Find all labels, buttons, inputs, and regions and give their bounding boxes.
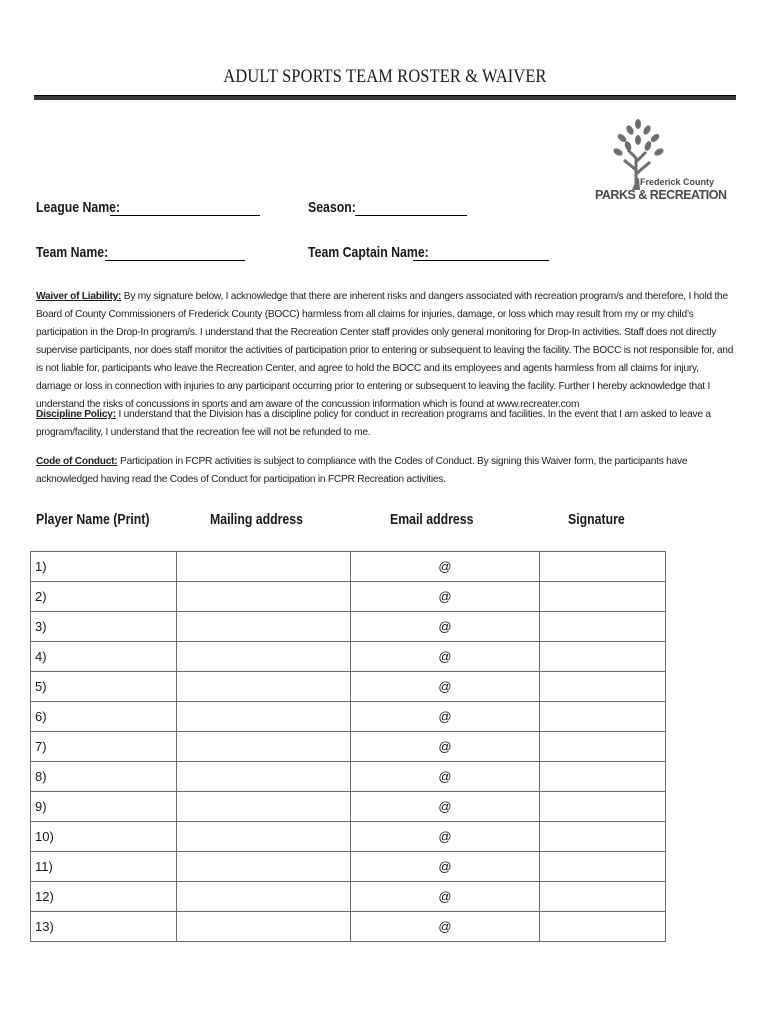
- player-name-cell[interactable]: 11): [31, 852, 177, 882]
- mailing-address-cell[interactable]: [177, 912, 351, 942]
- mailing-address-cell[interactable]: [177, 552, 351, 582]
- player-name-cell[interactable]: 4): [31, 642, 177, 672]
- table-row: [31, 552, 666, 582]
- signature-cell[interactable]: [540, 822, 666, 852]
- team-captain-label: Team Captain Name:: [308, 244, 429, 261]
- signature-cell[interactable]: [540, 642, 666, 672]
- mailing-address-cell[interactable]: [177, 702, 351, 732]
- table-row: [31, 822, 666, 852]
- email-address-cell[interactable]: @: [351, 882, 540, 912]
- season-label: Season:: [308, 199, 356, 216]
- conduct-text: Participation in FCPR activities is subject to compliance with the Codes of Conduct. By signing this Waiver form, the participants have acknowledged having read the Codes of Conduct for participation in FCPR Recreation activities.: [36, 456, 688, 485]
- waiver-paragraph: [36, 288, 736, 414]
- email-address-cell[interactable]: @: [351, 732, 540, 762]
- email-address-cell[interactable]: @: [351, 912, 540, 942]
- email-address-cell[interactable]: @: [351, 672, 540, 702]
- email-address-cell[interactable]: @: [351, 702, 540, 732]
- signature-cell[interactable]: [540, 732, 666, 762]
- email-address-cell[interactable]: @: [351, 822, 540, 852]
- table-row: [31, 852, 666, 882]
- table-row: [31, 912, 666, 942]
- mailing-address-cell[interactable]: [177, 582, 351, 612]
- email-address-cell[interactable]: @: [351, 792, 540, 822]
- table-row: [31, 642, 666, 672]
- player-name-cell[interactable]: 9): [31, 792, 177, 822]
- table-row: [31, 582, 666, 612]
- player-name-cell[interactable]: 12): [31, 882, 177, 912]
- logo-parks-text: PARKS & RECREATION: [595, 188, 727, 202]
- col-email-address: Email address: [390, 511, 474, 528]
- player-name-cell[interactable]: 2): [31, 582, 177, 612]
- signature-cell[interactable]: [540, 582, 666, 612]
- player-name-cell[interactable]: 1): [31, 552, 177, 582]
- conduct-paragraph: [36, 453, 736, 489]
- player-name-cell[interactable]: 10): [31, 822, 177, 852]
- table-row: [31, 732, 666, 762]
- email-address-cell[interactable]: @: [351, 762, 540, 792]
- table-row: [31, 612, 666, 642]
- mailing-address-cell[interactable]: [177, 822, 351, 852]
- player-name-cell[interactable]: 13): [31, 912, 177, 942]
- team-name-field[interactable]: [105, 260, 245, 261]
- table-row: [31, 882, 666, 912]
- discipline-paragraph: [36, 406, 736, 442]
- table-row: [31, 702, 666, 732]
- signature-cell[interactable]: [540, 852, 666, 882]
- mailing-address-cell[interactable]: [177, 882, 351, 912]
- discipline-label: Discipline Policy:: [36, 409, 116, 420]
- title-divider: [34, 95, 736, 100]
- mailing-address-cell[interactable]: [177, 642, 351, 672]
- waiver-label: Waiver of Liability:: [36, 291, 122, 302]
- player-name-cell[interactable]: 8): [31, 762, 177, 792]
- player-name-cell[interactable]: 5): [31, 672, 177, 702]
- mailing-address-cell[interactable]: [177, 852, 351, 882]
- col-mailing-address: Mailing address: [210, 511, 303, 528]
- player-name-cell[interactable]: 7): [31, 732, 177, 762]
- mailing-address-cell[interactable]: [177, 792, 351, 822]
- table-row: [31, 792, 666, 822]
- league-name-label: League Name:: [36, 199, 121, 216]
- signature-cell[interactable]: [540, 552, 666, 582]
- signature-cell[interactable]: [540, 762, 666, 792]
- mailing-address-cell[interactable]: [177, 672, 351, 702]
- signature-cell[interactable]: [540, 912, 666, 942]
- col-player-name: Player Name (Print): [36, 511, 150, 528]
- league-name-field[interactable]: [110, 215, 260, 216]
- signature-cell[interactable]: [540, 702, 666, 732]
- player-name-cell[interactable]: 3): [31, 612, 177, 642]
- conduct-label: Code of Conduct:: [36, 456, 118, 467]
- signature-cell[interactable]: [540, 612, 666, 642]
- col-signature: Signature: [568, 511, 625, 528]
- logo-county-text: Frederick County: [640, 177, 715, 187]
- table-row: [31, 672, 666, 702]
- email-address-cell[interactable]: @: [351, 582, 540, 612]
- email-address-cell[interactable]: @: [351, 852, 540, 882]
- fcpr-logo: [590, 118, 727, 218]
- mailing-address-cell[interactable]: [177, 612, 351, 642]
- mailing-address-cell[interactable]: [177, 762, 351, 792]
- team-captain-field[interactable]: [413, 260, 549, 261]
- discipline-text: I understand that the Division has a discipline policy for conduct in recreation programs and facilities. In the event that I am asked to leave a program/facility, I understand that the recreation fee will not be refunded to me.: [36, 409, 711, 438]
- season-field[interactable]: [355, 215, 467, 216]
- page-title: ADULT SPORTS TEAM ROSTER & WAIVER: [223, 66, 547, 87]
- signature-cell[interactable]: [540, 792, 666, 822]
- email-address-cell[interactable]: @: [351, 552, 540, 582]
- player-name-cell[interactable]: 6): [31, 702, 177, 732]
- email-address-cell[interactable]: @: [351, 612, 540, 642]
- table-row: [31, 762, 666, 792]
- waiver-text: By my signature below, I acknowledge that there are inherent risks and dangers associated with recreation program/s and therefore, I hold the Board of County Commissioners of Frederick County (BOCC) harmless from all claims for injuries, damage, or loss which may result from my or my child’s participation in the Drop-In program/s. I understand that the Recreation Center staff provides only general monitoring for Drop-In activities. Staff does not directly supervise participants, nor does staff monitor the activities of participation prior to entering or subsequent to leaving the facility. The BOCC is not responsible for, and is not liable for, participants who leave the Recreation Center, and agree to hold the BOCC and its employees and agents harmless from all claims for injury, damage or loss in connection with injuries to any participant occurring prior to entering or subsequent to leaving the facility. Further I hereby acknowledge that I understand the risks of concussions in sports and am aware of the concussion information which is found at www.recreater.com: [36, 291, 734, 410]
- signature-cell[interactable]: [540, 882, 666, 912]
- team-name-label: Team Name:: [36, 244, 109, 261]
- signature-cell[interactable]: [540, 672, 666, 702]
- mailing-address-cell[interactable]: [177, 732, 351, 762]
- email-address-cell[interactable]: @: [351, 642, 540, 672]
- roster-table: [30, 551, 666, 942]
